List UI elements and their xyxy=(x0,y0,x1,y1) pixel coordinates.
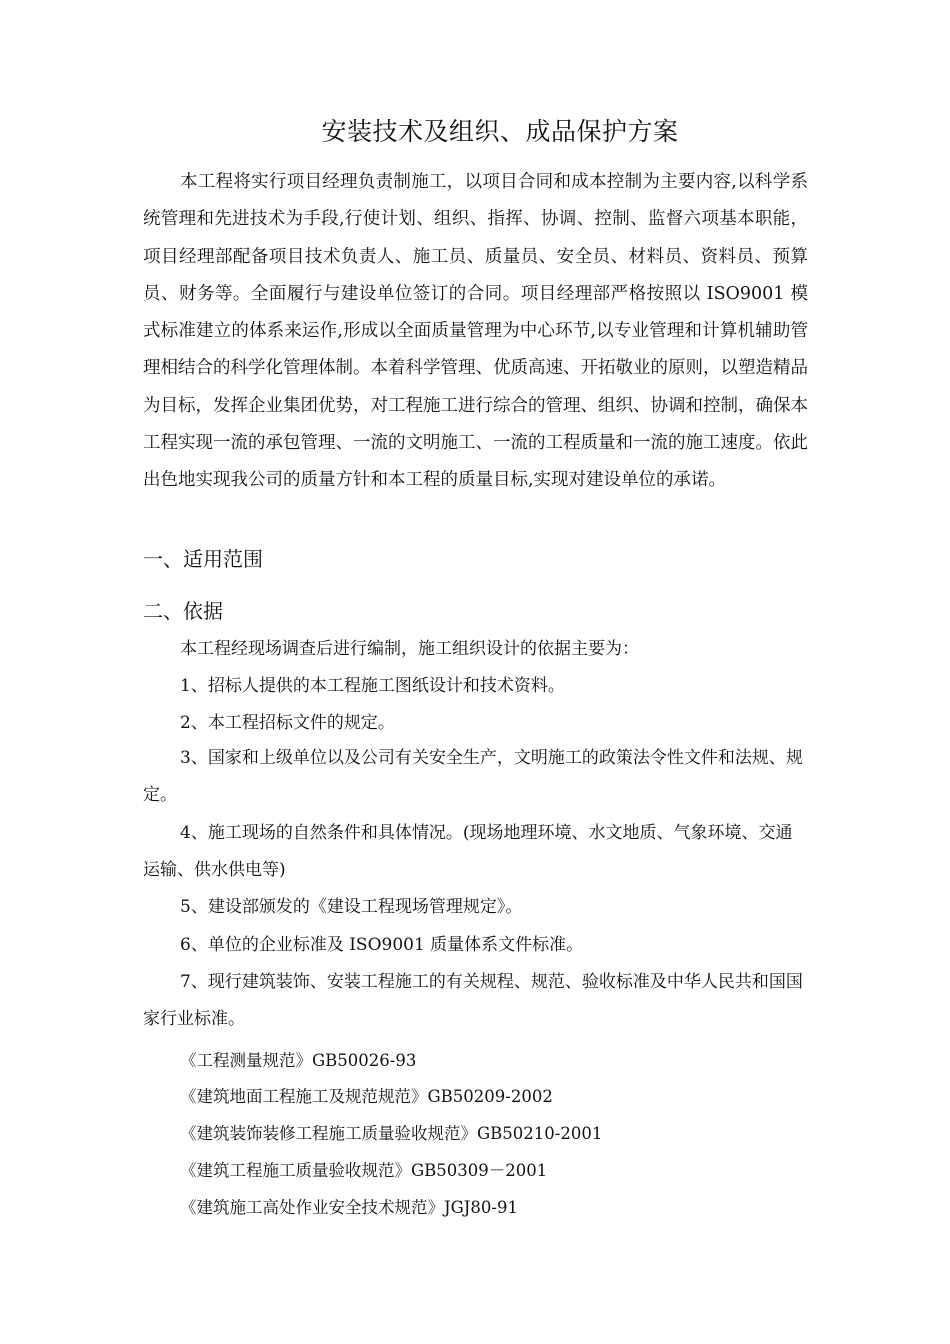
standard-reference: 《工程测量规范》GB50026-93 xyxy=(180,1051,417,1070)
basis-item: 3、国家和上级单位以及公司有关安全生产，文明施工的政策法令性文件和法规、规定。 xyxy=(143,748,803,805)
basis-item: 5、建设部颁发的《建设工程现场管理规定》。 xyxy=(180,897,523,917)
intro-paragraph: 本工程将实行项目经理负责制施工，以项目合同和成本控制为主要内容,以科学系统管理和先进技术为手段,行使计划、组织、指挥、协调、控制、监督六项基本职能，项目经理部配备项目技术负责人、施工员、质量员、安全员、材料员、资料员、预算员、财务等。全面履行与建设单位签订的合同。项目经理部严格按照以 ISO9001 模式标准建立的体系来运作,形成以全面质量管理为中心环节,以专业管理和计算机辅助管理相结合的科学化管理体制。本着科学管理、优质高速、开拓敬业的原则，以塑造精品为目标，发挥企业集团优势，对工程施工进行综合的管理、组织、协调和控制，确保本工程实现一流的承包管理、一流的文明施工、一流的工程质量和一流的施工速度。依此出色地实现我公司的质量方针和本工程的质量目标,实现对建设单位的承诺。 xyxy=(143,172,808,491)
standard-reference: 《建筑工程施工质量验收规范》GB50309－2001 xyxy=(180,1161,548,1180)
basis-item: 2、本工程招标文件的规定。 xyxy=(180,713,395,733)
basis-item: 7、现行建筑装饰、安装工程施工的有关规程、规范、验收标准及中华人民共和国国家行业标准。 xyxy=(143,972,803,1029)
standard-reference: 《建筑装饰装修工程施工质量验收规范》GB50210-2001 xyxy=(180,1124,603,1143)
basis-intro: 本工程经现场调查后进行编制，施工组织设计的依据主要为： xyxy=(180,639,639,659)
section-heading-scope: 一、适用范围 xyxy=(143,547,263,571)
standard-reference: 《建筑施工高处作业安全技术规范》JGJ80-91 xyxy=(180,1198,518,1217)
basis-item: 1、招标人提供的本工程施工图纸设计和技术资料。 xyxy=(180,676,565,696)
document-title: 安装技术及组织、成品保护方案 xyxy=(321,117,679,146)
standard-reference: 《建筑地面工程施工及规范规范》GB50209-2002 xyxy=(180,1087,553,1106)
basis-item: 4、施工现场的自然条件和具体情况。(现场地理环境、水文地质、气象环境、交通运输、供水供电等) xyxy=(143,823,793,880)
section-heading-basis: 二、依据 xyxy=(143,599,223,623)
basis-item: 6、单位的企业标准及 ISO9001 质量体系文件标准。 xyxy=(180,935,584,955)
